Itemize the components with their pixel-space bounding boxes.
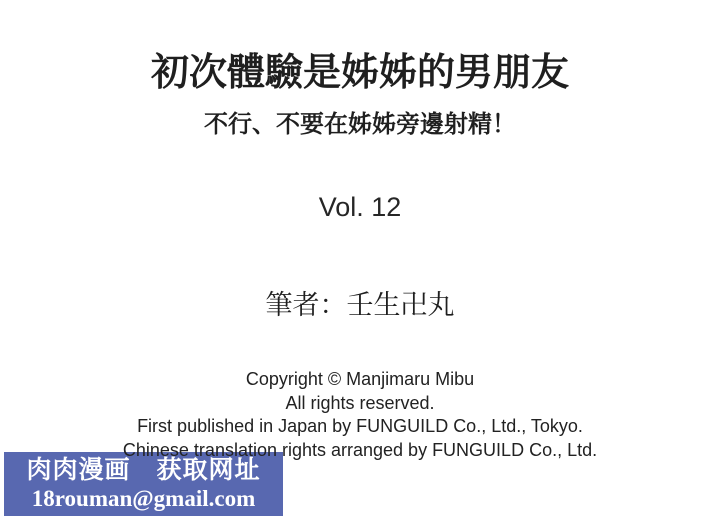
watermark-site-name: 肉肉漫画 获取网址 bbox=[26, 456, 261, 484]
copyright-line-translation: Chinese translation rights arranged by FUNGUILD Co., Ltd. bbox=[122, 439, 598, 460]
copyright-line-rights: All rights reserved. bbox=[285, 392, 435, 413]
series-title: 初次體驗是姊姊的男朋友 bbox=[150, 52, 569, 94]
copyright-block bbox=[0, 368, 720, 462]
copyright-line-publisher: First published in Japan by FUNGUILD Co., Ltd., Tokyo. bbox=[137, 416, 583, 436]
watermark-email: 18rouman@gmail.com bbox=[31, 486, 256, 511]
volume-number: Vol. 12 bbox=[318, 192, 402, 222]
author-credit: 筆者：壬生卍丸 bbox=[265, 290, 455, 320]
episode-subtitle: 不行、不要在姊姊旁邊射精！ bbox=[204, 111, 516, 138]
copyright-line-holder: Copyright © Manjimaru Mibu bbox=[245, 369, 475, 389]
